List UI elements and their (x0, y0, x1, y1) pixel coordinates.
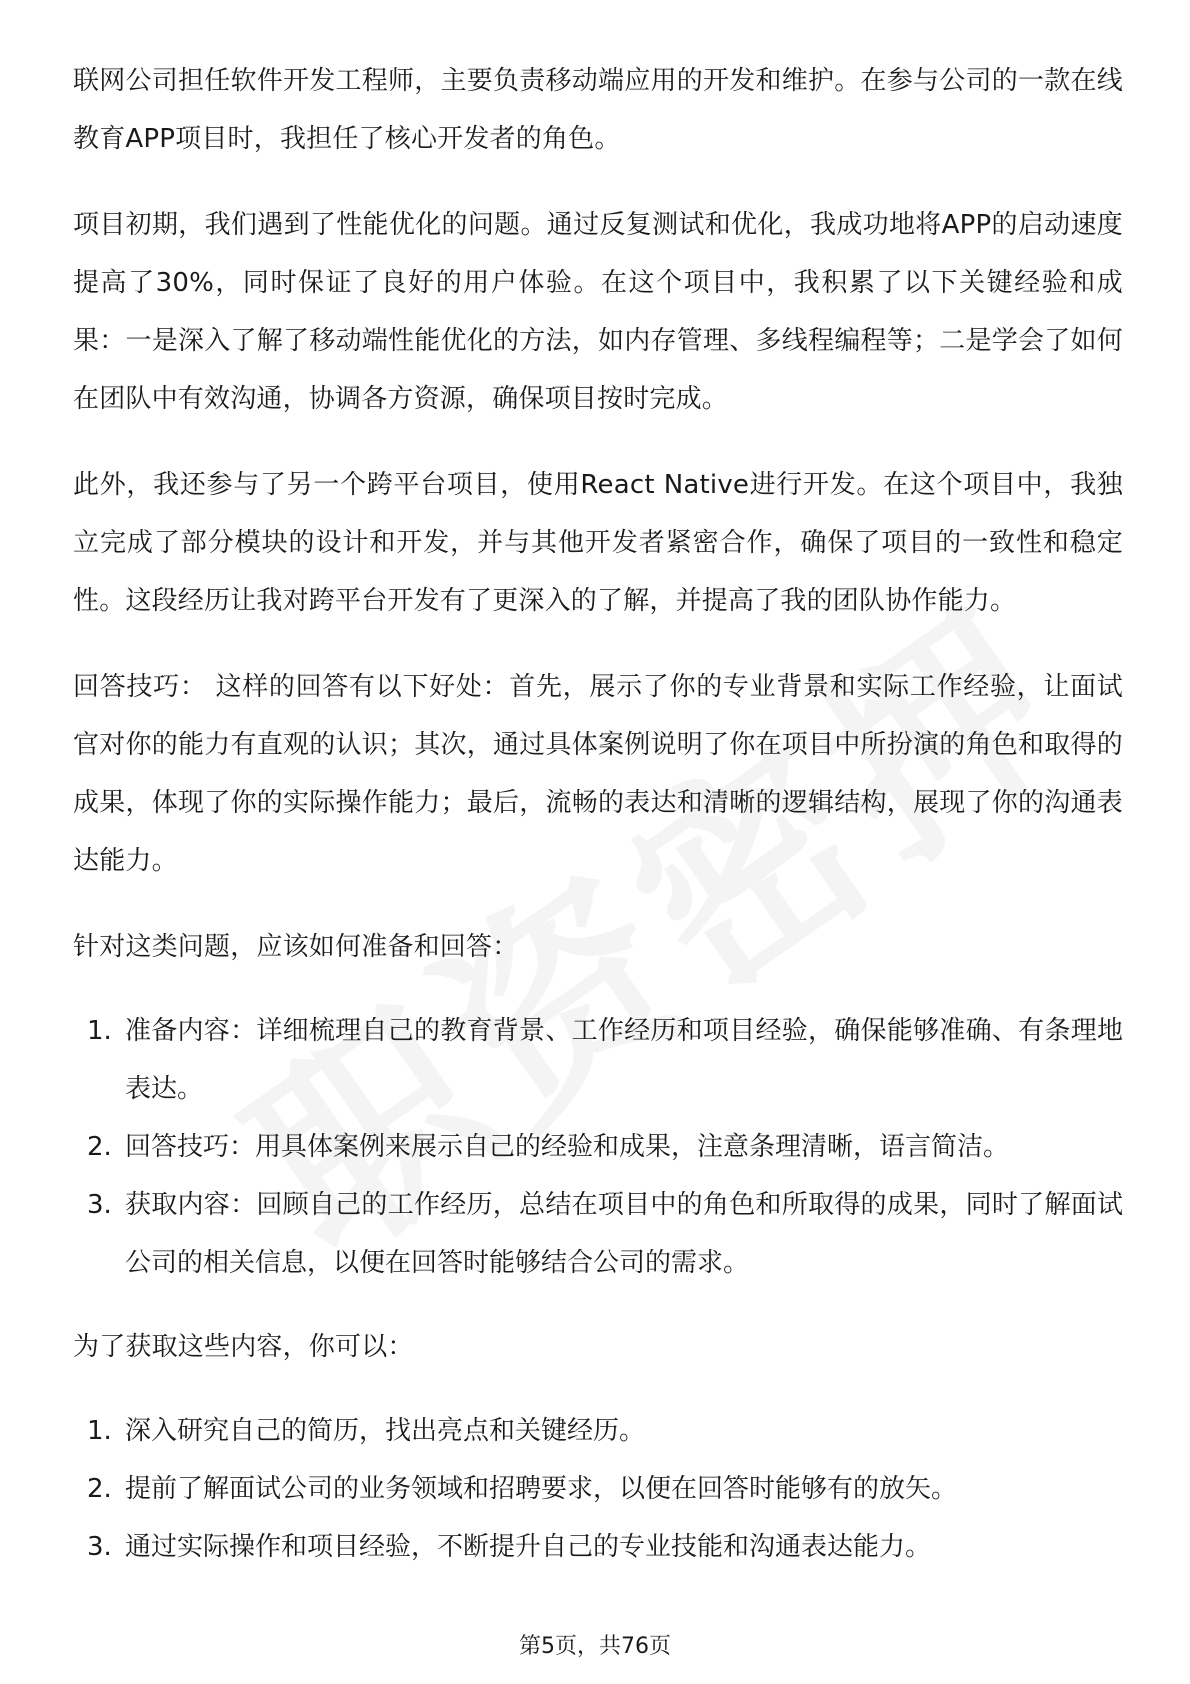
list-item-text: 提前了解面试公司的业务领域和招聘要求，以便在回答时能够有的放矢。 (125, 1474, 958, 1504)
list-item (73, 1002, 1123, 1118)
paragraph-how-to-prepare: 针对这类问题，应该如何准备和回答： (73, 932, 519, 962)
paragraph-1: 联网公司担任软件开发工程师，主要负责移动端应用的开发和维护。在参与公司的一款在线教育APP项目时，我担任了核心开发者的角色。 (73, 66, 1123, 154)
paragraph-answer-tips: 回答技巧： 这样的回答有以下好处：首先，展示了你的专业背景和实际工作经验，让面试官对你的能力有直观的认识；其次，通过具体案例说明了你在项目中所扮演的角色和取得的成果，体现了你的实际操作能力；最后，流畅的表达和清晰的逻辑结构，展现了你的沟通表达能力。 (73, 672, 1124, 876)
document-body (73, 52, 1123, 1602)
list-number: 2. (87, 1474, 112, 1504)
list-item (73, 1118, 1123, 1176)
list-item-text: 获取内容：回顾自己的工作经历，总结在项目中的角色和所取得的成果，同时了解面试公司的相关信息，以便在回答时能够结合公司的需求。 (125, 1190, 1123, 1278)
list-number: 1. (87, 1016, 112, 1046)
list-number: 3. (87, 1190, 112, 1220)
list-item-text: 通过实际操作和项目经验，不断提升自己的专业技能和沟通表达能力。 (125, 1532, 932, 1562)
paragraph-3: 此外，我还参与了另一个跨平台项目，使用React Native进行开发。在这个项目中，我独立完成了部分模块的设计和开发，并与其他开发者紧密合作，确保了项目的一致性和稳定性。这段经历让我对跨平台开发有了更深入的了解，并提高了我的团队协作能力。 (73, 470, 1123, 616)
list-item (73, 1402, 1123, 1460)
list-item (73, 1518, 1123, 1576)
paragraph-to-obtain: 为了获取这些内容，你可以： (73, 1332, 414, 1362)
page-footer: 第5页，共76页 (519, 1634, 671, 1659)
list-item-text: 准备内容：详细梳理自己的教育背景、工作经历和项目经验，确保能够准确、有条理地表达。 (125, 1016, 1123, 1104)
obtain-list (73, 1402, 1123, 1576)
list-item (73, 1176, 1123, 1292)
list-number: 1. (87, 1416, 112, 1446)
list-item-text: 深入研究自己的简历，找出亮点和关键经历。 (125, 1416, 646, 1446)
paragraph-2: 项目初期，我们遇到了性能优化的问题。通过反复测试和优化，我成功地将APP的启动速度提高了30%，同时保证了良好的用户体验。在这个项目中，我积累了以下关键经验和成果：一是深入了解了移动端性能优化的方法，如内存管理、多线程编程等；二是学会了如何在团队中有效沟通，协调各方资源，确保项目按时完成。 (73, 210, 1123, 414)
list-number: 3. (87, 1532, 112, 1562)
list-number: 2. (87, 1132, 112, 1162)
list-item (73, 1460, 1123, 1518)
list-item-text: 回答技巧：用具体案例来展示自己的经验和成果，注意条理清晰，语言简洁。 (125, 1132, 1010, 1162)
prepare-list (73, 1002, 1123, 1292)
